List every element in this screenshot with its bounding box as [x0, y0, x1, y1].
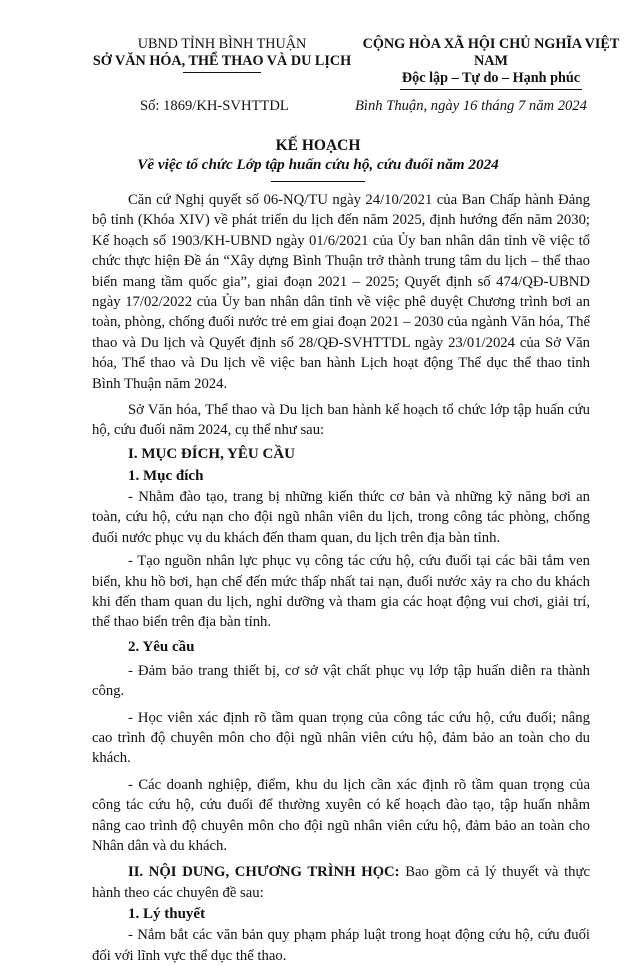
section-heading: II. NỘI DUNG, CHƯƠNG TRÌNH HỌC:: [128, 864, 400, 881]
motto-underline: [400, 89, 582, 90]
list-item: - Đảm bảo trang thiết bị, cơ sở vật chất phục vụ lớp tập huấn diễn ra thành công.: [92, 662, 590, 700]
issuing-authority-block: [88, 36, 356, 73]
subsection-heading: 1. Lý thuyết: [128, 906, 206, 923]
legal-basis-paragraph: Căn cứ Nghị quyết số 06-NQ/TU ngày 24/10/2021 của Ban Chấp hành Đảng bộ tỉnh (Khóa XIV) về phát triển du lịch đến năm 2025, định hướng đến năm 2030; Kế hoạch số 1903/KH-UBND ngày 01/6/2021 của Ủy ban nhân dân tỉnh về việc tổ chức thực hiện Đề án “Xây dựng Bình Thuận trở thành trung tâm du lịch – thể thao biển mang tầm quốc gia”, giai đoạn 2021 – 2025; Quyết định số 474/QĐ-UBND ngày 17/02/2022 của Ủy ban nhân dân tỉnh về việc phê duyệt Chương trình bơi an toàn, phòng, chống đuối nước trẻ em giai đoạn 2021 – 2030 của ngành Văn hóa, Thể thao và Du lịch và Quyết định số 28/QĐ-SVHTTDL ngày 23/01/2024 của Sở Văn hóa, Thể thao và Du lịch về việc ban hành Lịch hoạt động Thể dục thể thao tỉnh Bình Thuận năm 2024.: [92, 192, 590, 392]
document-type-title: KẾ HOẠCH: [275, 137, 361, 154]
list-item: - Các doanh nghiệp, điểm, khu du lịch cần xác định rõ tầm quan trọng của công tác cứu hộ, cứu đuối để thường xuyên có kế hoạch đào tạo, tập huấn nhằm nâng cao trình độ chuyên môn cho đội ngũ nhân viên cứu hộ, đảm bảo an toàn cho Nhân dân và du khách.: [92, 776, 590, 854]
place-and-date: Bình Thuận, ngày 16 tháng 7 năm 2024: [355, 98, 587, 114]
document-subject: Về việc tổ chức Lớp tập huấn cứu hộ, cứu đuối năm 2024: [137, 156, 499, 173]
document-number: Số: 1869/KH-SVHTTDL: [140, 98, 289, 114]
title-underline: [271, 181, 365, 182]
subsection-heading: 1. Mục đích: [128, 467, 204, 484]
national-title-block: [356, 36, 626, 90]
list-item: - Tạo nguồn nhân lực phục vụ công tác cứu hộ, cứu đuối tại các bãi tắm ven biển, khu hồ bơi, hạn chế đến mức thấp nhất tai nạn, đuối nước xảy ra cho du khách khi đến tham quan du lịch, nghỉ dưỡng và tham gia các hoạt động vui chơi, giải trí, thể thao biển trên địa bàn tỉnh.: [92, 553, 590, 631]
section-intro-text: Bao gồm cả lý thuyết và thực hành theo các chuyên đề sau:: [92, 864, 590, 901]
list-item: - Nhằm đào tạo, trang bị những kiến thức cơ bản và những kỹ năng bơi an toàn, cứu hộ, cứu nạn cho đội ngũ nhân viên du lịch, trong công tác phòng, chống đuối nước phục vụ du khách đến tham quan, du lịch trên địa bàn tỉnh.: [92, 488, 590, 546]
intro-paragraph: Sở Văn hóa, Thể thao và Du lịch ban hành kế hoạch tổ chức lớp tập huấn cứu hộ, cứu đuối năm 2024, cụ thể như sau:: [92, 402, 590, 439]
section-paragraph: [92, 862, 590, 903]
subsection-heading: 2. Yêu cầu: [128, 638, 195, 655]
national-title: CỘNG HÒA XÃ HỘI CHỦ NGHĨA VIỆT NAM: [362, 36, 620, 69]
national-motto: Độc lập – Tự do – Hạnh phúc: [401, 70, 581, 86]
department-name: SỞ VĂN HÓA, THỂ THAO VÀ DU LỊCH: [92, 53, 352, 69]
section-heading: I. MỤC ĐÍCH, YÊU CẦU: [128, 445, 295, 462]
department-underline: [183, 72, 261, 73]
list-item: - Nắm bắt các văn bản quy phạm pháp luật trong hoạt động cứu hộ, cứu đuối đối với lĩnh vực thể dục thể thao.: [92, 927, 590, 964]
list-item: - Học viên xác định rõ tầm quan trọng của công tác cứu hộ, cứu đuối; nâng cao trình độ chuyên môn cho đội ngũ nhân viên cứu hộ, đảm bảo an toàn cho du khách.: [92, 709, 590, 767]
provincial-committee: UBND TỈNH BÌNH THUẬN: [137, 36, 307, 52]
document-body: [92, 190, 590, 966]
